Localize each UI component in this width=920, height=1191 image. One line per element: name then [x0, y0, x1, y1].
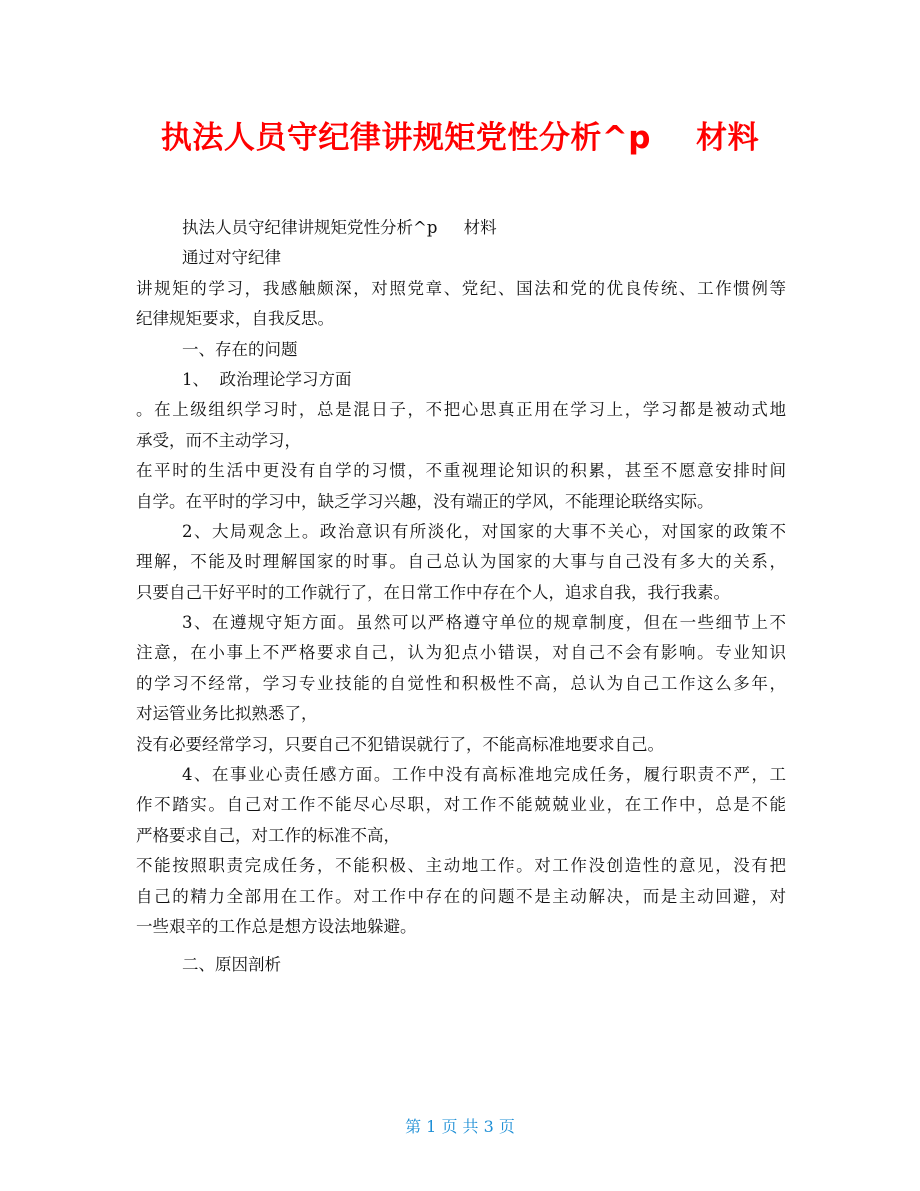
text-line: 执法人员守纪律讲规矩党性分析^p 材料 [182, 218, 497, 237]
text-line: 注意，在小事上不严格要求自己，认为犯点小错误，对自己不会有影响。专业知识 [136, 643, 786, 663]
text-line: 的学习不经常，学习专业技能的自觉性和积极性不高，总认为自己工作这么多年， [136, 673, 786, 693]
text-line: 没有必要经常学习，只要自己不犯错误就行了，不能高标准地要求自己。 [136, 734, 664, 754]
text-line: 在平时的生活中更没有自学的习惯，不重视理论知识的积累，甚至不愿意安排时间 [136, 461, 786, 481]
text-line: 作不踏实。自己对工作不能尽心尽职，对工作不能兢兢业业，在工作中，总是不能 [136, 795, 786, 815]
text-line: 一、存在的问题 [182, 339, 298, 359]
text-line: 。在上级组织学习时，总是混日子，不把心思真正用在学习上，学习都是被动式地 [136, 400, 786, 420]
text-line: 2、大局观念上。政治意识有所淡化，对国家的大事不关心，对国家的政策不 [182, 521, 786, 541]
text-line: 严格要求自己，对工作的标准不高， [136, 825, 400, 845]
document-body [136, 213, 786, 981]
text-line: 4、在事业心责任感方面。工作中没有高标准地完成任务，履行职责不严，工 [182, 765, 786, 785]
text-line: 3、在遵规守矩方面。虽然可以严格遵守单位的规章制度，但在一些细节上不 [182, 613, 786, 633]
text-line: 只要自己干好平时的工作就行了，在日常工作中存在个人，追求自我，我行我素。 [136, 582, 730, 602]
document-title: 执法人员守纪律讲规矩党性分析^p 材料 [160, 120, 760, 156]
paragraph-spacer [136, 942, 786, 950]
text-line: 二、原因剖析 [182, 955, 281, 975]
text-line: 纪律规矩要求，自我反思。 [136, 309, 334, 329]
text-line: 1、 政治理论学习方面 [182, 369, 352, 389]
text-line: 承受，而不主动学习， [136, 430, 301, 450]
text-line: 自己的精力全部用在工作。对工作中存在的问题不是主动解决，而是主动回避，对 [136, 886, 786, 906]
page-footer: 第 1 页 共 3 页 [405, 1117, 515, 1136]
text-line: 讲规矩的学习，我感触颇深，对照党章、党纪、国法和党的优良传统、工作惯例等 [136, 278, 786, 298]
text-line: 通过对守纪律 [182, 248, 281, 268]
text-line: 自学。在平时的学习中，缺乏学习兴趣，没有端正的学风，不能理论联络实际。 [136, 491, 714, 511]
text-line: 一些艰辛的工作总是想方设法地躲避。 [136, 916, 417, 936]
text-line: 不能按照职责完成任务，不能积极、主动地工作。对工作没创造性的意见，没有把 [136, 856, 786, 876]
text-line: 理解，不能及时理解国家的时事。自己总认为国家的大事与自己没有多大的关系， [136, 552, 786, 572]
text-line: 对运管业务比拟熟悉了， [136, 704, 318, 724]
